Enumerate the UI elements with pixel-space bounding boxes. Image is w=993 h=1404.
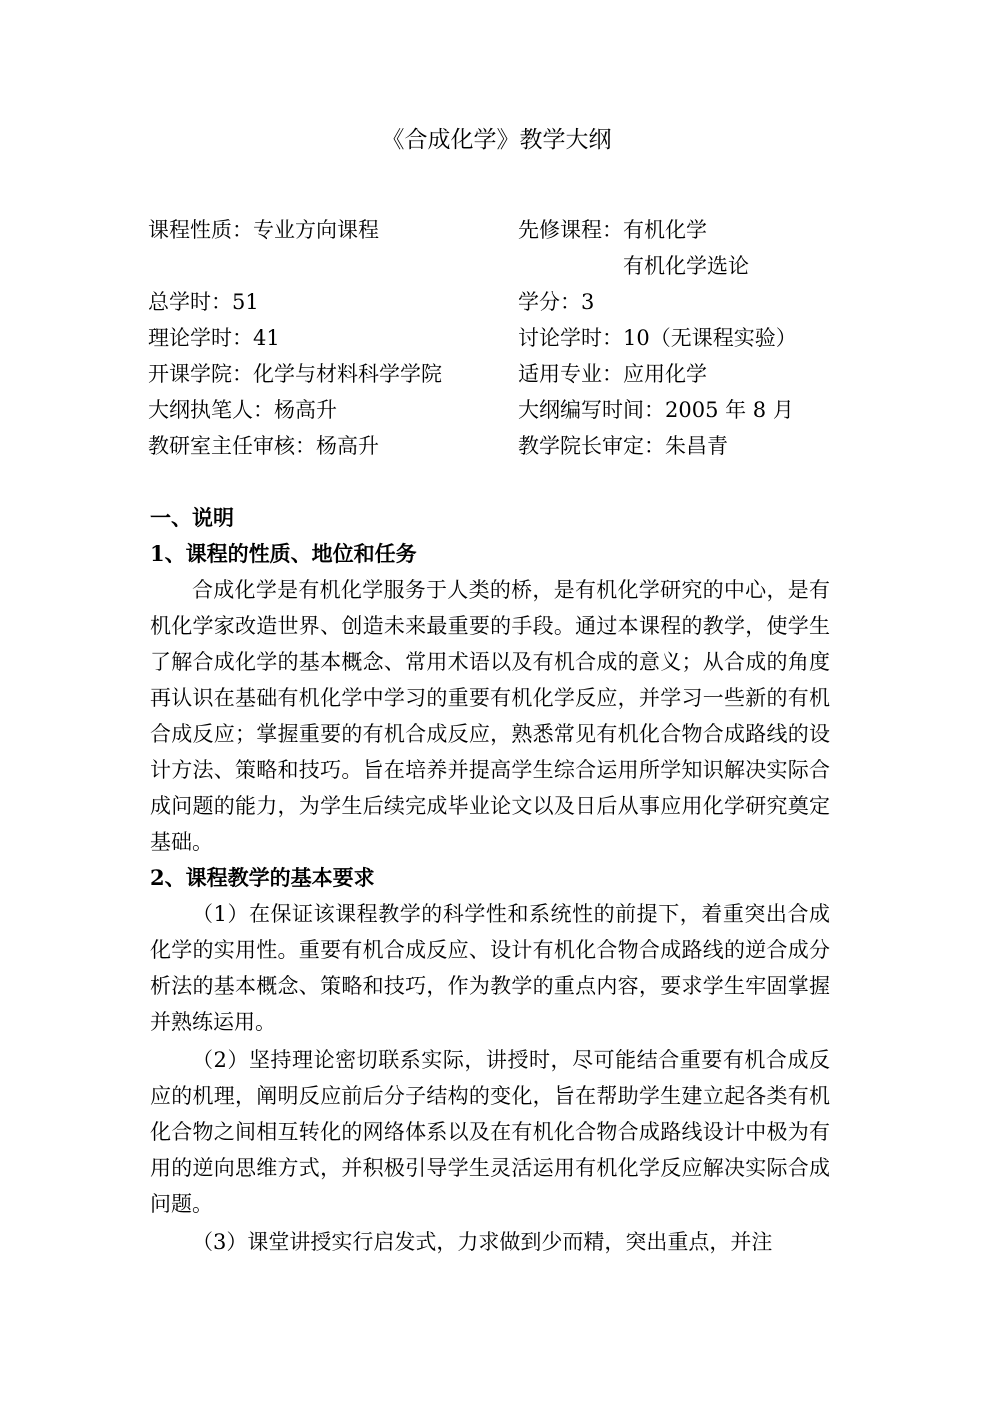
subsection-heading: 2、课程教学的基本要求 <box>150 865 375 890</box>
course-info-row <box>148 212 848 248</box>
prerequisite-course-second: 有机化学选论 <box>518 254 749 278</box>
credits: 学分：3 <box>518 290 595 314</box>
applicable-major: 适用专业：应用化学 <box>518 362 707 386</box>
course-info-row <box>148 320 848 356</box>
paragraph: 合成化学是有机化学服务于人类的桥，是有机化学研究的中心，是有机化学家改造世界、创造未来最重要的手段。通过本课程的教学，使学生了解合成化学的基本概念、常用术语以及有机合成的意义；从合成的角度再认识在基础有机化学中学习的重要有机化学反应，并学习一些新的有机合成反应；掌握重要的有机合成反应，熟悉常见有机化合物合成路线的设计方法、策略和技巧。旨在培养并提高学生综合运用所学知识解决实际合成问题的能力，为学生后续完成毕业论文以及日后从事应用化学研究奠定基础。 <box>150 578 830 854</box>
document-title: 《合成化学》教学大纲 <box>381 127 612 153</box>
course-info-row <box>148 248 848 284</box>
paragraph: （1）在保证该课程教学的科学性和系统性的前提下，着重突出合成化学的实用性。重要有机合成反应、设计有机化合物合成路线的逆合成分析法的基本概念、策略和技巧，作为教学的重点内容，要求学生牢固掌握并熟练运用。 <box>150 902 830 1034</box>
subsection-heading: 1、课程的性质、地位和任务 <box>150 541 417 566</box>
theory-hours: 理论学时：41 <box>148 326 280 350</box>
paragraph: （3）课堂讲授实行启发式，力求做到少而精，突出重点，并注 <box>192 1230 773 1254</box>
section-heading: 一、说明 <box>150 505 234 530</box>
offering-college: 开课学院：化学与材料科学学院 <box>148 362 442 386</box>
paragraph: （2）坚持理论密切联系实际，讲授时，尽可能结合重要有机合成反应的机理，阐明反应前后分子结构的变化，旨在帮助学生建立起各类有机化合物之间相互转化的网络体系以及在有机化合物合成路线设计中极为有用的逆向思维方式，并积极引导学生灵活运用有机化学反应解决实际合成问题。 <box>150 1048 830 1216</box>
prerequisite-course: 先修课程：有机化学 <box>518 218 707 242</box>
writing-date: 大纲编写时间：2005 年 8 月 <box>518 398 794 422</box>
document-body <box>150 500 830 1260</box>
discussion-hours: 讨论学时：10（无课程实验） <box>518 326 797 350</box>
course-info-row <box>148 392 848 428</box>
department-reviewer: 教研室主任审核：杨高升 <box>148 434 379 458</box>
dean-approver: 教学院长审定：朱昌青 <box>518 434 728 458</box>
course-nature: 课程性质：专业方向课程 <box>148 218 379 242</box>
total-hours: 总学时：51 <box>148 290 259 314</box>
syllabus-author: 大纲执笔人：杨高升 <box>148 398 337 422</box>
course-info-row <box>148 284 848 320</box>
course-info-row <box>148 428 848 464</box>
course-info-block <box>148 212 848 464</box>
course-info-row <box>148 356 848 392</box>
